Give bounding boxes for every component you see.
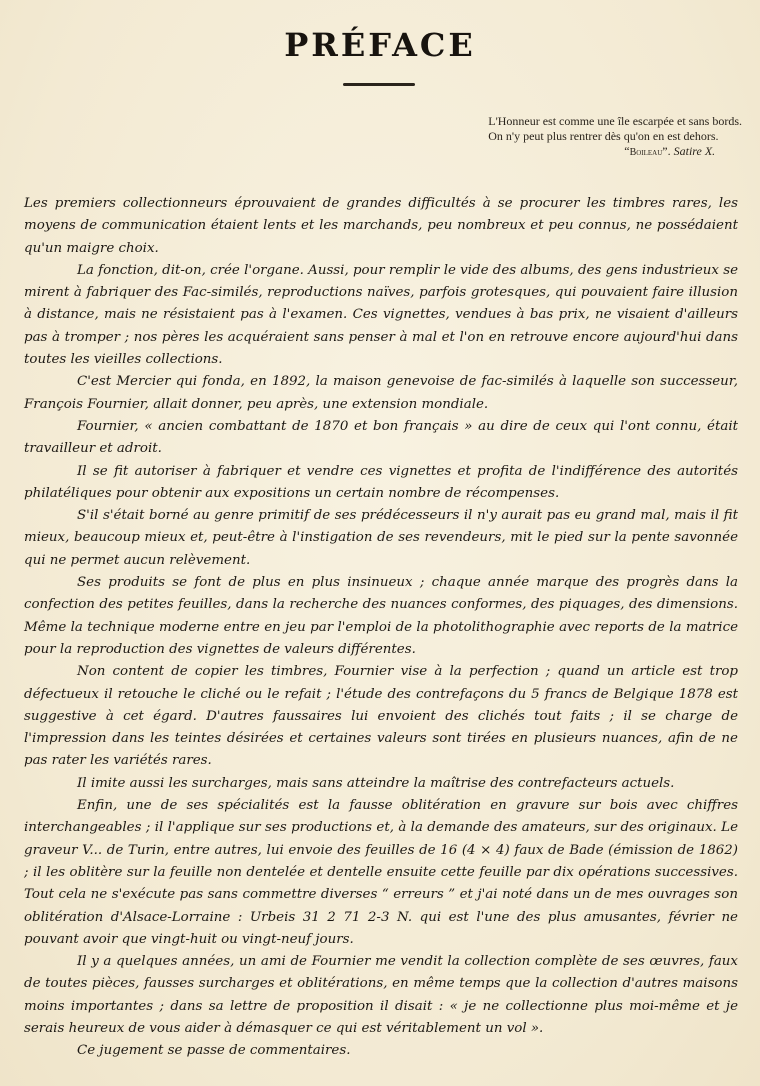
epigraph-citation: “Boileau”. Satire X. <box>624 144 716 158</box>
page-title: PRÉFACE <box>284 26 476 64</box>
paragraph: Fournier, « ancien combattant de 1870 et bon français » au dire de ceux qui l'ont connu, était travailleur et adroit. <box>24 418 738 457</box>
title-divider <box>343 83 415 86</box>
paragraph: Ce jugement se passe de commentaires. <box>77 1043 351 1059</box>
epigraph-line-1: L'Honneur est comme une île escarpée et sans bords. <box>488 114 742 128</box>
preface-body <box>24 193 738 1063</box>
paragraph: Il y a quelques années, un ami de Fournier me vendit la collection complète de ses œuvres, faux de toutes pièces, fausses surcharges et oblitérations, en même temps que la collection d'autres maisons moins importantes ; dans sa lettre de proposition il disait : « je ne collectionne plus moi-même et je serais heureux de vous aider à démasquer ce qui est véritablement un vol ». <box>24 954 738 1036</box>
paragraph: Enfin, une de ses spécialités est la fausse oblitération en gravure sur bois avec chiffres interchangeables ; il l'applique sur ses productions et, à la demande des amateurs, sur des originaux. Le graveur V... de Turin, entre autres, lui envoie des feuilles de 16 (4 × 4) faux de Bade (émission de 1862) ; il les oblitère sur la feuille non dentelée et dentelle ensuite cette feuille par dix opérations successives. Tout cela ne s'exécute pas sans commettre diverses “ erreurs ” et j'ai noté dans un de mes ouvrages son oblitération d'Alsace-Lorraine : Urbeis 31 2 71 2-3 N. qui est l'une des plus amusantes, février ne pouvant avoir que vingt-huit ou vingt-neuf jours. <box>24 798 738 947</box>
paragraph: S'il s'était borné au genre primitif de ses prédécesseurs il n'y aurait pas eu grand mal, mais il fit mieux, beaucoup mieux et, peut-être à l'instigation de ses revendeurs, mit le pied sur la pente savonnée qui ne permet aucun relèvement. <box>24 508 738 568</box>
paragraph: Il se fit autoriser à fabriquer et vendre ces vignettes et profita de l'indifférence des autorités philatéliques pour obtenir aux expositions un certain nombre de récompenses. <box>24 463 738 501</box>
paragraph: Les premiers collectionneurs éprouvaient de grandes difficultés à se procurer les timbres rares, les moyens de communication étaient lents et les marchands, peu nombreux et peu connus, ne possédaient qu'un maigre choix. <box>24 196 738 256</box>
epigraph-line-2: On n'y peut plus rentrer dès qu'on en est dehors. <box>488 129 719 143</box>
paragraph: La fonction, dit-on, crée l'organe. Aussi, pour remplir le vide des albums, des gens industrieux se mirent à fabriquer des Fac-similés, reproductions naïves, parfois grotesques, qui pouvaient faire illusion à distance, mais ne résistaient pas à l'examen. Ces vignettes, vendues à bas prix, ne visaient d'ailleurs pas à tromper ; nos pères les acquéraient sans penser à mal et l'on en retrouve encore aujourd'hui dans toutes les vieilles collections. <box>24 262 739 368</box>
paragraph: Ses produits se font de plus en plus insinueux ; chaque année marque des progrès dans la confection des petites feuilles, dans la recherche des nuances conformes, des piquages, des dimensions. Même la technique moderne entre en jeu par l'emploi de la photolithographie avec reports de la matrice pour la reproduction des vignettes de valeurs différentes. <box>24 575 738 657</box>
epigraph-author: Boileau <box>629 147 663 158</box>
paragraph: C'est Mercier qui fonda, en 1892, la maison genevoise de fac-similés à laquelle son successeur, François Fournier, allait donner, peu après, une extension mondiale. <box>24 374 738 412</box>
epigraph <box>488 114 742 160</box>
epigraph-work: Satire X. <box>673 144 716 158</box>
paragraph: Il imite aussi les surcharges, mais sans atteindre la maîtrise des contrefacteurs actuels. <box>77 775 675 791</box>
paragraph: Non content de copier les timbres, Fournier vise à la perfection ; quand un article est trop défectueux il retouche le cliché ou le refait ; l'étude des contrefaçons du 5 francs de Belgique 1878 est suggestive à cet égard. D'autres faussaires lui envoient des clichés tout faits ; il se charge de l'impression dans les teintes désirées et certaines valeurs sont tirées en plusieurs nuances, afin de ne pas rater les variétés rares. <box>24 664 738 769</box>
